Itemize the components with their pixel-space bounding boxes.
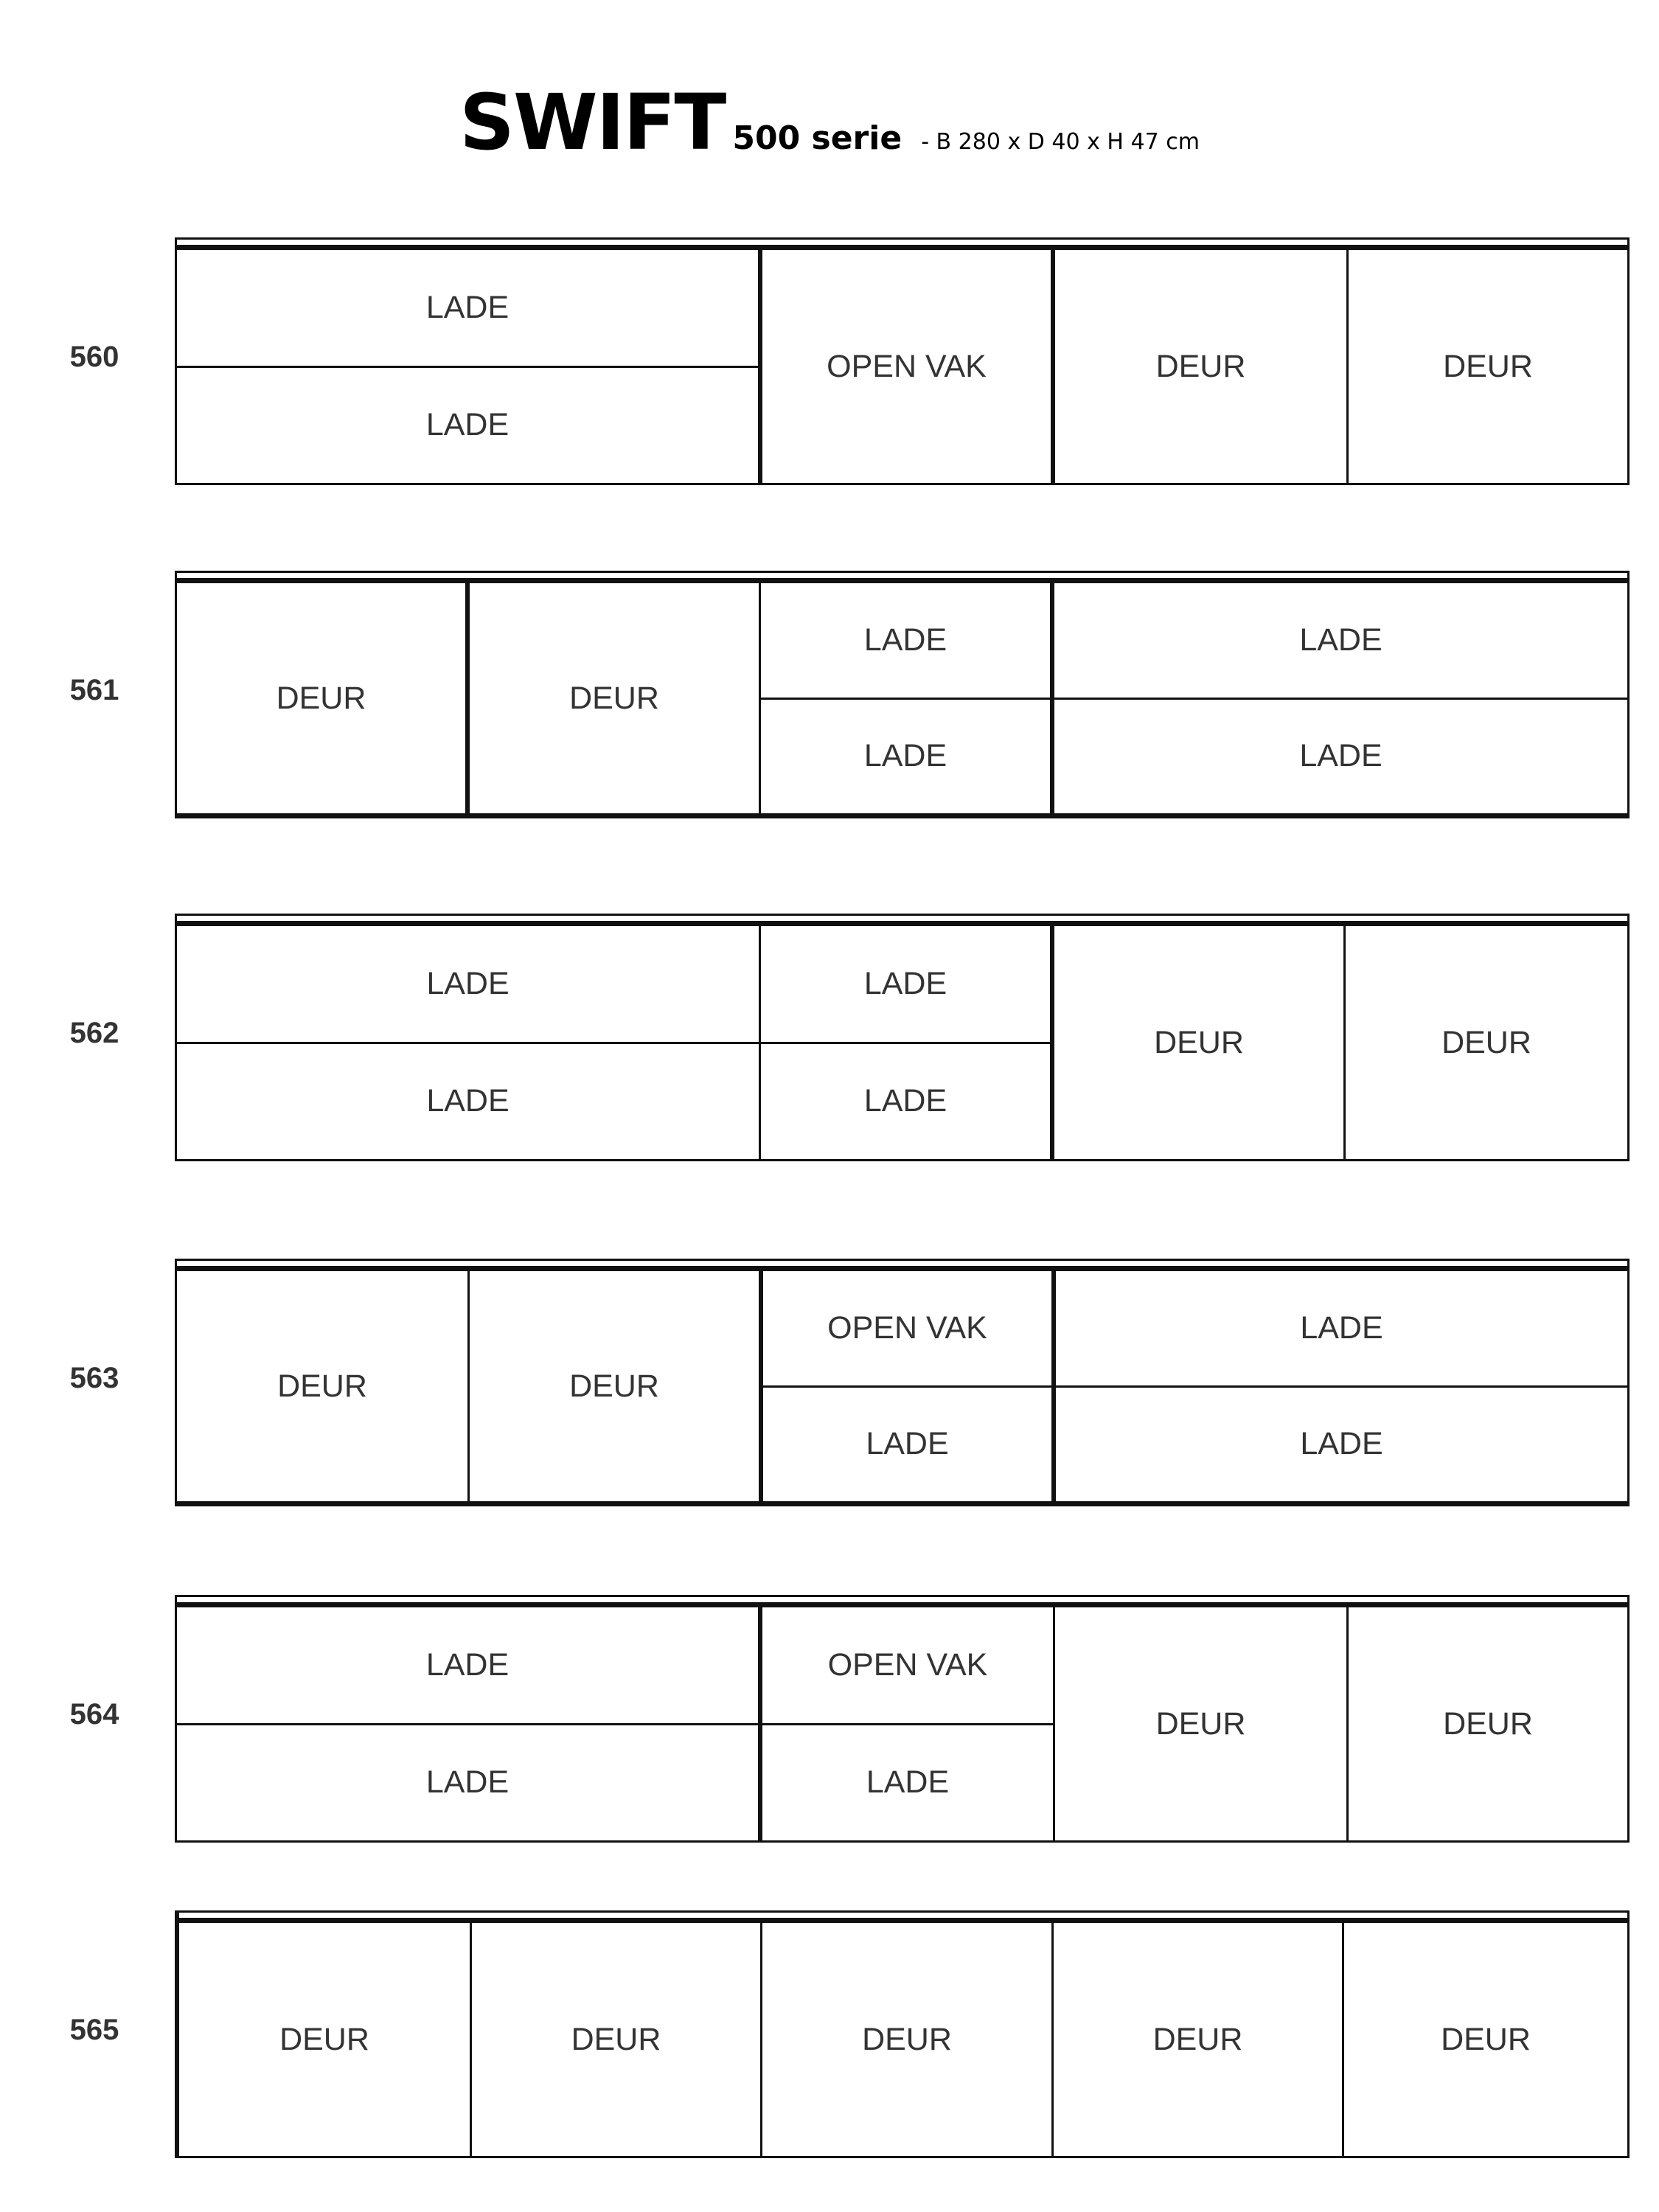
cabinet-section — [1349, 1607, 1627, 1840]
compartment: LADE — [761, 1042, 1050, 1160]
cabinet-section — [177, 1607, 762, 1840]
unit-code: 563 — [69, 1362, 119, 1394]
cabinet-unit — [0, 1259, 1659, 1506]
compartment: DEUR — [1441, 2021, 1531, 2057]
cabinet-section — [1055, 250, 1349, 483]
compartment: OPEN VAK — [827, 1646, 988, 1683]
cabinet-section — [179, 1923, 472, 2156]
cabinet-section — [1054, 926, 1346, 1159]
cabinet-body — [179, 1923, 1627, 2156]
cabinet-drawing — [175, 1259, 1630, 1506]
cabinet-unit — [0, 571, 1659, 818]
compartment: LADE — [761, 698, 1050, 814]
compartment: DEUR — [1155, 348, 1246, 384]
compartment: LADE — [1056, 1385, 1627, 1502]
top-rail — [177, 1259, 1627, 1271]
compartment: LADE — [425, 1646, 509, 1683]
compartment: LADE — [177, 366, 758, 484]
dimensions-label: - B 280 x D 40 x H 47 cm — [921, 129, 1200, 155]
cabinet-section — [177, 250, 762, 483]
cabinet-section — [177, 1271, 470, 1501]
cabinet-section — [1349, 250, 1627, 483]
compartment: DEUR — [1443, 1705, 1533, 1742]
compartment: DEUR — [1154, 1024, 1244, 1060]
top-rail — [179, 1910, 1627, 1923]
cabinet-section — [1346, 926, 1627, 1159]
cabinet-section — [470, 1271, 763, 1501]
cabinet-section — [177, 926, 761, 1159]
cabinet-section — [1055, 1607, 1349, 1840]
cabinet-section — [1344, 1923, 1627, 2156]
compartment: DEUR — [1441, 1024, 1531, 1060]
compartment: OPEN VAK — [827, 348, 987, 384]
compartment: DEUR — [1443, 348, 1533, 384]
cabinet-unit — [0, 237, 1659, 485]
cabinet-section — [1054, 583, 1627, 813]
compartment: DEUR — [279, 2021, 369, 2057]
compartment: DEUR — [1155, 1705, 1246, 1742]
cabinet-drawing — [175, 237, 1630, 485]
cabinet-section — [762, 250, 1055, 483]
compartment: LADE — [1300, 1310, 1383, 1346]
cabinet-drawing — [175, 571, 1630, 818]
series-label: 500 serie — [732, 119, 902, 157]
cabinet-unit — [0, 1910, 1659, 2158]
compartment: OPEN VAK — [827, 1310, 987, 1346]
unit-code: 561 — [69, 674, 119, 706]
cabinet-section — [1056, 1271, 1627, 1501]
cabinet-section — [762, 1923, 1054, 2156]
cabinet-drawing — [175, 914, 1630, 1161]
top-rail — [177, 914, 1627, 926]
compartment: LADE — [863, 622, 947, 658]
cabinet-drawing — [175, 1910, 1630, 2158]
top-rail — [177, 571, 1627, 583]
unit-code: 560 — [69, 341, 119, 373]
cabinet-drawing — [175, 1595, 1630, 1843]
unit-code: 565 — [69, 2014, 119, 2046]
cabinet-body — [177, 1607, 1627, 1840]
compartment: DEUR — [569, 1368, 659, 1404]
unit-code: 562 — [69, 1017, 119, 1049]
compartment: DEUR — [276, 680, 366, 716]
compartment: LADE — [177, 1723, 758, 1841]
compartment: DEUR — [862, 2021, 952, 2057]
cabinet-section — [763, 1271, 1056, 1501]
compartment: LADE — [1299, 622, 1382, 658]
compartment: LADE — [1054, 698, 1627, 814]
cabinet-section — [761, 926, 1054, 1159]
cabinet-section — [762, 1607, 1055, 1840]
cabinet-body — [177, 250, 1627, 483]
cabinet-section — [472, 1923, 762, 2156]
compartment: LADE — [863, 965, 947, 1001]
cabinet-section — [177, 583, 470, 813]
cabinet-section — [470, 583, 761, 813]
compartment: LADE — [425, 289, 509, 325]
compartment: DEUR — [277, 1368, 367, 1404]
top-rail — [177, 237, 1627, 250]
page-title: SWIFT — [459, 77, 726, 167]
cabinet-section — [1054, 1923, 1344, 2156]
cabinet-body — [177, 583, 1627, 813]
cabinet-unit — [0, 1595, 1659, 1843]
cabinet-body — [177, 926, 1627, 1159]
compartment: DEUR — [571, 2021, 661, 2057]
top-rail — [177, 1595, 1627, 1607]
cabinet-section — [761, 583, 1054, 813]
compartment: LADE — [763, 1385, 1051, 1502]
compartment: DEUR — [569, 680, 659, 716]
compartment: LADE — [177, 1042, 759, 1160]
compartment: LADE — [762, 1723, 1053, 1841]
unit-code: 564 — [69, 1698, 119, 1731]
cabinet-body — [177, 1271, 1627, 1501]
cabinet-unit — [0, 914, 1659, 1161]
compartment: DEUR — [1152, 2021, 1243, 2057]
compartment: LADE — [426, 965, 509, 1001]
page-header — [0, 77, 1659, 167]
